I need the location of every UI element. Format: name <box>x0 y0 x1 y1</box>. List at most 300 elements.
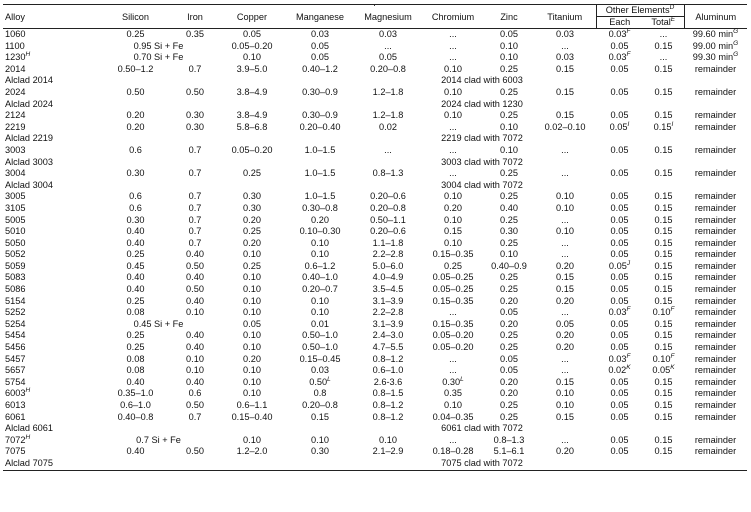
cell-chromium <box>422 52 484 64</box>
cell-silicon <box>99 215 172 227</box>
cell-zinc-value: 5.1–6.1 <box>493 446 525 457</box>
cell-iron <box>172 168 218 180</box>
cell-other-total-value: 0.15 <box>654 295 673 306</box>
cell-zinc <box>484 249 534 261</box>
cell-manganese-value: 0.20 <box>311 214 329 225</box>
cell-alloy-value: 5154 <box>5 295 26 306</box>
cell-alloy-note: H <box>25 433 31 441</box>
cell-copper-value: 0.10 <box>243 284 261 295</box>
cell-manganese-value: 0.10 <box>311 307 329 318</box>
table-row <box>3 191 747 203</box>
cell-other-each <box>596 388 643 400</box>
cell-magnesium <box>354 272 422 284</box>
cell-other-each-value: 0.05 <box>610 249 629 260</box>
cell-silicon <box>99 400 172 412</box>
cell-magnesium <box>354 29 422 41</box>
cell-aluminum-value: remainder <box>694 191 737 202</box>
clad-row <box>3 458 747 470</box>
cell-manganese-value: 0.15–0.45 <box>299 353 341 364</box>
cell-zinc <box>484 203 534 215</box>
cell-magnesium <box>354 400 422 412</box>
cell-copper <box>218 307 286 319</box>
cell-other-each <box>596 354 643 366</box>
cell-chromium <box>422 110 484 122</box>
cell-alloy <box>3 330 99 342</box>
cell-chromium <box>422 249 484 261</box>
cell-copper-value: 0.05–0.20 <box>231 144 273 155</box>
cell-titanium <box>534 354 596 366</box>
cell-zinc-value: 0.25 <box>500 411 518 422</box>
other-elements-label: Other Elements <box>605 5 670 15</box>
cell-other-each-value: 0.05 <box>608 260 627 271</box>
cell-copper-value: 0.10 <box>243 295 261 306</box>
cell-titanium-value: 0.10 <box>556 226 574 237</box>
cell-other-each <box>596 377 643 389</box>
cell-clad-description-value: 2024 clad with 1230 <box>441 98 523 109</box>
cell-magnesium <box>354 110 422 122</box>
cell-copper <box>218 64 286 76</box>
cell-manganese <box>286 388 354 400</box>
cell-silicon <box>99 168 172 180</box>
cell-alloy <box>3 180 99 192</box>
cell-manganese-value: 0.40–1.2 <box>302 63 338 74</box>
cell-zinc <box>484 122 534 134</box>
cell-other-each-value: 0.05 <box>610 202 629 213</box>
cell-titanium <box>534 377 596 389</box>
cell-zinc <box>484 284 534 296</box>
cell-silicon-value: 0.6 <box>129 144 142 155</box>
cell-iron <box>172 342 218 354</box>
table-row <box>3 412 747 424</box>
table-row <box>3 87 747 99</box>
cell-other-total <box>643 203 684 215</box>
cell-copper-value: 0.6–1.1 <box>236 400 268 410</box>
cell-chromium-value: 0.25 <box>444 260 462 271</box>
cell-magnesium <box>354 284 422 296</box>
cell-alloy-value: 5754 <box>5 376 26 387</box>
cell-magnesium <box>354 249 422 261</box>
table-row <box>3 446 747 458</box>
cell-iron <box>172 307 218 319</box>
cell-other-each-value: 0.05 <box>610 86 629 97</box>
cell-copper <box>218 122 286 134</box>
cell-chromium-value: ... <box>449 168 457 179</box>
cell-magnesium <box>354 64 422 76</box>
cell-clad-description <box>99 423 747 435</box>
cell-silicon <box>99 249 172 261</box>
cell-manganese-value: 0.40–1.0 <box>302 272 338 283</box>
cell-titanium <box>534 87 596 99</box>
cell-copper-value: 0.20 <box>243 353 261 364</box>
cell-other-each <box>596 203 643 215</box>
cell-alloy-value: Alclad 3003 <box>5 156 54 167</box>
cell-silicon <box>99 64 172 76</box>
cell-aluminum-value: remainder <box>694 226 737 237</box>
cell-zinc-value: 0.20 <box>500 318 518 329</box>
cell-other-each-value: 0.05 <box>610 168 629 179</box>
cell-iron-value: 0.30 <box>186 110 204 121</box>
cell-other-each-value: 0.05 <box>610 214 629 225</box>
cell-copper-value: 3.8–4.9 <box>236 86 268 97</box>
cell-titanium-value: 0.03 <box>556 29 574 39</box>
cell-copper-value: 0.10 <box>243 272 261 283</box>
cell-aluminum <box>684 365 747 377</box>
cell-other-each <box>596 365 643 377</box>
cell-magnesium-value: ... <box>384 144 392 155</box>
cell-chromium <box>422 377 484 389</box>
cell-zinc <box>484 342 534 354</box>
cell-chromium-value: 0.05–0.25 <box>432 272 474 283</box>
cell-magnesium-value: 0.50–1.1 <box>370 214 406 225</box>
alloy-composition-table <box>3 4 747 471</box>
cell-silicon <box>99 377 172 389</box>
cell-magnesium-value: 2.6-3.6 <box>373 376 403 387</box>
cell-other-total <box>643 87 684 99</box>
cell-zinc <box>484 446 534 458</box>
cell-other-total <box>643 435 684 447</box>
cell-aluminum <box>684 296 747 308</box>
cell-other-each-value: 0.03 <box>608 29 627 39</box>
cell-alloy <box>3 191 99 203</box>
cell-chromium <box>422 203 484 215</box>
cell-magnesium-value: 0.05 <box>379 52 397 63</box>
table-row <box>3 388 747 400</box>
cell-si-plus-fe <box>99 435 218 447</box>
cell-other-total <box>643 377 684 389</box>
cell-si-plus-fe-value: 0.45 Si + Fe <box>133 318 184 329</box>
cell-magnesium-value: 3.1–3.9 <box>372 318 404 329</box>
cell-si-plus-fe <box>99 41 218 53</box>
cell-copper <box>218 400 286 412</box>
col-header-silicon: Silicon <box>99 5 172 29</box>
cell-other-total-value: 0.15 <box>654 214 673 225</box>
cell-zinc <box>484 365 534 377</box>
cell-silicon <box>99 446 172 458</box>
cell-manganese-value: 0.30 <box>311 446 329 457</box>
cell-copper-value: 0.25 <box>243 260 261 271</box>
cell-alloy-value: 1230 <box>5 52 26 63</box>
cell-silicon-value: 0.08 <box>126 307 145 318</box>
cell-chromium-value: ... <box>449 29 457 39</box>
cell-copper <box>218 226 286 238</box>
cell-zinc-value: 0.05 <box>500 353 518 364</box>
cell-titanium <box>534 272 596 284</box>
cell-manganese <box>286 226 354 238</box>
clad-row <box>3 133 747 145</box>
cell-other-each <box>596 319 643 331</box>
cell-copper <box>218 191 286 203</box>
cell-clad-description-value: 2014 clad with 6003 <box>441 75 523 86</box>
cell-titanium <box>534 226 596 238</box>
cell-manganese-value: 0.10 <box>311 434 329 445</box>
cell-other-each <box>596 122 643 134</box>
cell-titanium-value: 0.20 <box>556 330 574 341</box>
cell-alloy <box>3 435 99 447</box>
cell-silicon-value: 0.40 <box>126 226 145 237</box>
cell-aluminum <box>684 215 747 227</box>
cell-titanium <box>534 122 596 134</box>
cell-other-total-value: 0.15 <box>654 330 673 341</box>
cell-alloy <box>3 354 99 366</box>
cell-copper <box>218 365 286 377</box>
cell-chromium-value: 0.10 <box>444 110 462 121</box>
cell-clad-description-value: 7075 clad with 7072 <box>441 457 523 468</box>
cell-aluminum-value: 99.30 min <box>692 52 734 63</box>
cell-titanium-value: 0.15 <box>556 284 574 295</box>
cell-other-total-value: 0.15 <box>654 86 673 97</box>
cell-alloy-value: Alclad 6061 <box>5 423 54 434</box>
cell-iron <box>172 330 218 342</box>
cell-silicon <box>99 87 172 99</box>
cell-other-total-value: 0.15 <box>654 446 673 457</box>
cell-alloy <box>3 52 99 64</box>
cell-copper-value: 1.2–2.0 <box>236 446 268 457</box>
cell-other-each-note: F <box>626 306 631 314</box>
cell-alloy <box>3 377 99 389</box>
clad-row <box>3 423 747 435</box>
cell-manganese-value: 0.10 <box>311 249 329 260</box>
cell-aluminum <box>684 145 747 157</box>
cell-zinc <box>484 191 534 203</box>
cell-magnesium <box>354 122 422 134</box>
cell-silicon <box>99 261 172 273</box>
cell-zinc <box>484 354 534 366</box>
cell-titanium <box>534 330 596 342</box>
cell-other-each <box>596 64 643 76</box>
cell-alloy-value: 5252 <box>5 307 26 318</box>
cell-alloy-value: Alclad 7075 <box>5 457 54 468</box>
cell-other-total <box>643 29 684 41</box>
cell-other-each-note: F <box>626 28 631 35</box>
cell-manganese <box>286 400 354 412</box>
cell-copper-value: 0.10 <box>243 342 261 353</box>
cell-other-total-note: F <box>670 306 675 314</box>
cell-iron-value: 0.10 <box>186 307 204 318</box>
cell-alloy <box>3 203 99 215</box>
cell-titanium <box>534 29 596 41</box>
table-row <box>3 342 747 354</box>
cell-copper <box>218 330 286 342</box>
cell-titanium <box>534 319 596 331</box>
cell-alloy <box>3 319 99 331</box>
cell-other-each <box>596 261 643 273</box>
cell-other-total-value: ... <box>659 29 668 39</box>
cell-copper-value: 0.30 <box>243 202 261 213</box>
cell-chromium-value: ... <box>449 144 457 155</box>
cell-chromium <box>422 435 484 447</box>
table-row <box>3 226 747 238</box>
cell-iron <box>172 284 218 296</box>
total-label: Total <box>651 17 671 27</box>
cell-chromium-value: 0.10 <box>444 86 462 97</box>
cell-alloy-value: 7072 <box>5 434 26 445</box>
cell-silicon-value: 0.6 <box>129 191 142 202</box>
cell-alloy <box>3 423 99 435</box>
cell-zinc-value: 0.10 <box>500 52 518 63</box>
cell-iron-value: 0.10 <box>186 365 204 376</box>
cell-silicon-value: 0.6 <box>129 202 142 213</box>
cell-iron-value: 0.50 <box>186 260 204 271</box>
cell-chromium-value: 0.15–0.35 <box>432 295 474 306</box>
cell-titanium <box>534 52 596 64</box>
cell-aluminum-value: remainder <box>694 434 737 445</box>
cell-magnesium-value: 2.2–2.8 <box>372 249 404 260</box>
cell-chromium <box>422 226 484 238</box>
cell-zinc-value: 0.25 <box>500 168 518 179</box>
cell-manganese <box>286 284 354 296</box>
cell-iron <box>172 87 218 99</box>
cell-titanium <box>534 41 596 53</box>
cell-manganese <box>286 261 354 273</box>
table-row <box>3 296 747 308</box>
cell-other-total-value: 0.15 <box>654 260 673 271</box>
table-row <box>3 145 747 157</box>
cell-alloy <box>3 145 99 157</box>
cell-titanium <box>534 342 596 354</box>
cell-titanium-value: ... <box>561 365 569 376</box>
cell-magnesium <box>354 388 422 400</box>
cell-titanium-value: 0.20 <box>556 260 574 271</box>
cell-other-total <box>643 226 684 238</box>
cell-other-each <box>596 145 643 157</box>
cell-zinc <box>484 41 534 53</box>
cell-titanium <box>534 168 596 180</box>
cell-chromium-value: 0.04–0.35 <box>432 411 474 422</box>
cell-aluminum <box>684 388 747 400</box>
cell-other-total <box>643 272 684 284</box>
cell-zinc <box>484 145 534 157</box>
cell-manganese <box>286 377 354 389</box>
cell-titanium <box>534 261 596 273</box>
col-header-aluminum: Aluminum <box>684 5 747 29</box>
table-row <box>3 168 747 180</box>
cell-titanium <box>534 64 596 76</box>
cell-alloy <box>3 41 99 53</box>
cell-other-total <box>643 238 684 250</box>
cell-copper <box>218 446 286 458</box>
cell-aluminum-value: remainder <box>694 110 737 121</box>
cell-magnesium <box>354 203 422 215</box>
cell-other-total-value: 0.15 <box>654 202 673 213</box>
cell-silicon-value: 0.08 <box>126 353 145 364</box>
cell-zinc-value: 0.25 <box>500 284 518 295</box>
cell-aluminum-value: remainder <box>694 237 737 248</box>
cell-aluminum-value: 99.00 min <box>692 40 734 51</box>
cell-aluminum <box>684 272 747 284</box>
cell-clad-description-value: 6061 clad with 7072 <box>441 423 523 434</box>
cell-copper-value: 0.10 <box>243 376 261 387</box>
cell-clad-description <box>99 458 747 470</box>
cell-iron <box>172 354 218 366</box>
cell-zinc-value: 0.20 <box>500 388 518 399</box>
cell-magnesium-value: 5.0–6.0 <box>372 260 404 271</box>
cell-alloy-value: 2219 <box>5 121 26 132</box>
cell-titanium-value: 0.10 <box>556 202 574 213</box>
cell-chromium <box>422 215 484 227</box>
cell-alloy <box>3 249 99 261</box>
cell-copper <box>218 145 286 157</box>
cell-aluminum-note: G <box>733 39 739 47</box>
cell-copper <box>218 215 286 227</box>
cell-magnesium <box>354 261 422 273</box>
cell-copper-value: 0.10 <box>243 388 261 399</box>
cell-iron <box>172 296 218 308</box>
cell-other-total <box>643 249 684 261</box>
cell-zinc-value: 0.05 <box>500 307 518 318</box>
cell-other-each-value: 0.05 <box>610 446 629 457</box>
cell-manganese-value: 0.50 <box>309 376 328 387</box>
cell-aluminum-value: remainder <box>694 86 737 97</box>
cell-titanium <box>534 365 596 377</box>
cell-silicon-value: 0.20 <box>126 121 145 132</box>
cell-alloy-value: 3003 <box>5 144 26 155</box>
cell-zinc <box>484 215 534 227</box>
cell-silicon-value: 0.30 <box>126 168 145 179</box>
cell-magnesium-value: 4.7–5.5 <box>372 342 404 353</box>
cell-silicon <box>99 272 172 284</box>
cell-titanium-value: 0.10 <box>556 400 574 410</box>
cell-chromium <box>422 168 484 180</box>
cell-silicon <box>99 307 172 319</box>
cell-copper <box>218 435 286 447</box>
cell-aluminum-value: remainder <box>694 307 737 318</box>
cell-magnesium-value: 0.8–1.5 <box>372 388 404 399</box>
cell-iron <box>172 122 218 134</box>
cell-alloy-value: 5457 <box>5 353 26 364</box>
cell-titanium-value: 0.15 <box>556 86 574 97</box>
table-row <box>3 261 747 273</box>
cell-manganese-value: 0.30–0.8 <box>302 202 338 213</box>
cell-chromium-value: ... <box>449 40 457 51</box>
cell-aluminum <box>684 168 747 180</box>
cell-iron <box>172 203 218 215</box>
cell-si-plus-fe-value: 0.7 Si + Fe <box>136 434 181 445</box>
cell-copper-value: 0.20 <box>243 214 261 225</box>
cell-other-each-value: 0.03 <box>608 52 627 63</box>
cell-chromium <box>422 400 484 412</box>
cell-other-each <box>596 168 643 180</box>
cell-zinc <box>484 388 534 400</box>
col-header-titanium: Titanium <box>534 5 596 29</box>
cell-other-total-value: 0.15 <box>654 388 673 399</box>
cell-zinc-value: 0.30 <box>500 226 518 237</box>
cell-aluminum-value: remainder <box>694 214 737 225</box>
cell-aluminum-value: remainder <box>694 388 737 399</box>
cell-alloy-value: 3005 <box>5 191 26 202</box>
cell-silicon-value: 0.50 <box>126 86 145 97</box>
cell-other-each-value: 0.05 <box>610 237 629 248</box>
cell-magnesium <box>354 354 422 366</box>
cell-magnesium <box>354 446 422 458</box>
cell-titanium <box>534 110 596 122</box>
cell-chromium-note: L <box>460 375 464 383</box>
cell-copper-value: 5.8–6.8 <box>236 121 268 132</box>
cell-magnesium <box>354 226 422 238</box>
cell-zinc-value: 0.25 <box>500 342 518 353</box>
cell-manganese-value: 1.0–1.5 <box>304 191 336 202</box>
cell-chromium-value: ... <box>449 353 457 364</box>
cell-chromium <box>422 307 484 319</box>
cell-iron-value: 0.7 <box>188 144 202 155</box>
cell-manganese <box>286 122 354 134</box>
cell-silicon <box>99 238 172 250</box>
cell-other-total-note: F <box>670 352 675 360</box>
cell-clad-description-value: 2219 clad with 7072 <box>441 133 523 144</box>
cell-zinc-value: 0.25 <box>500 272 518 283</box>
cell-silicon-value: 0.40 <box>126 376 145 387</box>
cell-copper-value: 0.10 <box>243 330 261 341</box>
cell-manganese-value: 0.10 <box>311 237 329 248</box>
